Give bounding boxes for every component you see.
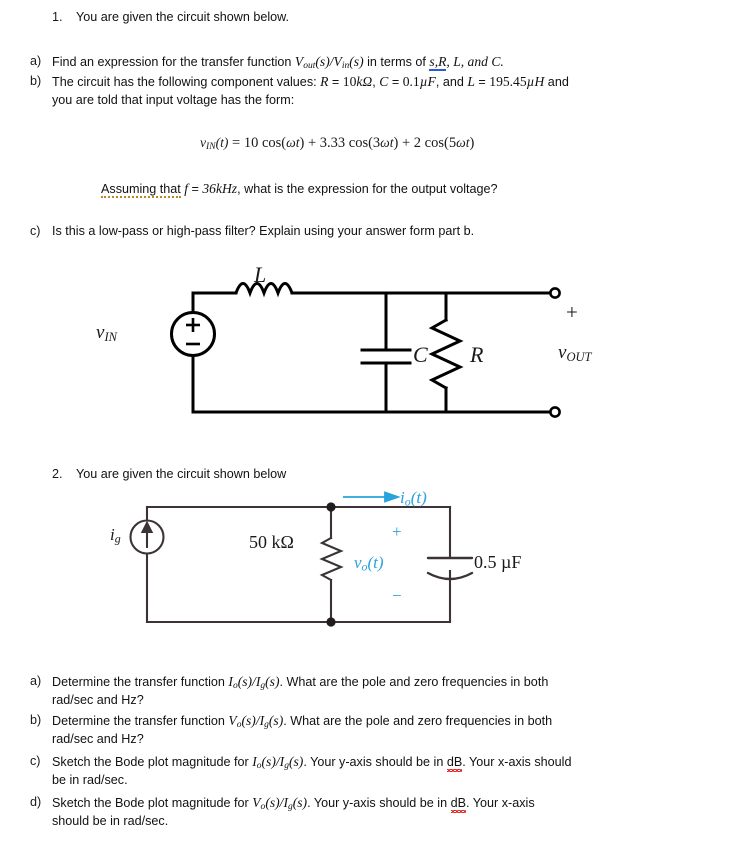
circuit-1-source-label: $v_{IN}$ bbox=[96, 322, 117, 344]
problem-2-part-b-line1: Determine the transfer function $V_o(s)/I_g(s)$. What are the pole and zero frequencies in both bbox=[52, 713, 553, 731]
problem-2-part-a-line2: rad/sec and Hz? bbox=[52, 693, 144, 707]
problem-2-part-c-marker: c) bbox=[30, 754, 41, 768]
problem-2-part-b-line2: rad/sec and Hz? bbox=[52, 732, 144, 746]
problem-2-part-d-line2: should be in rad/sec. bbox=[52, 814, 169, 828]
problem-1-part-c-text: Is this a low-pass or high-pass filter? Explain using your answer form part b. bbox=[52, 224, 475, 238]
problem-1-equation: $v_{IN}(t) = 10$ cos(ωt) + 3.33 cos(3ωt) + 2 cos(5ωt) bbox=[200, 135, 475, 153]
problem-1-part-b-line1: The circuit has the following component values: R = 10kΩ, C = 0.1µF, and L = 195.45µH and bbox=[52, 74, 569, 89]
part-a-text-mid: in terms of bbox=[363, 55, 430, 69]
circuit-1-output-plus: + bbox=[566, 300, 578, 324]
part-2d-math: $V_o(s)/I_g(s)$ bbox=[252, 795, 308, 813]
part-a-text-pre: Find an expression for the transfer function bbox=[52, 55, 295, 69]
problem-1-heading: You are given the circuit shown below. bbox=[76, 10, 290, 24]
circuit-2-source-label: $i_g$ bbox=[110, 525, 121, 546]
part-2c-math: $I_o(s)/I_g(s)$ bbox=[252, 754, 304, 772]
problem-2-number: 2. bbox=[52, 467, 63, 481]
problem-2-part-d-line1: Sketch the Bode plot magnitude for $V_o(s)/I_g(s)$. Your y-axis should be in dB. Your x-axis bbox=[52, 795, 535, 813]
output-terminal-bottom bbox=[550, 407, 559, 416]
part-2c-spell-dB: dB bbox=[446, 755, 463, 769]
problem-1-part-b-line2: you are told that input voltage has the form: bbox=[52, 93, 295, 107]
part-2b-math: $V_o(s)/I_g(s)$ bbox=[228, 713, 284, 731]
junction-dot-bottom bbox=[326, 617, 335, 626]
problem-2-part-a-line1: Determine the transfer function $I_o(s)/I_g(s)$. What are the pole and zero frequencies in both bbox=[52, 674, 549, 692]
circuit-2-minus-sign: − bbox=[392, 586, 402, 605]
part-2d-spell-dB: dB bbox=[450, 796, 467, 810]
circuit-diagram-2 bbox=[110, 490, 620, 635]
assumption-contextual-underline: Assuming that bbox=[101, 182, 181, 196]
junction-dot-top bbox=[326, 502, 335, 511]
circuit-diagram-1 bbox=[96, 262, 616, 437]
part-2a-math: $I_o(s)/I_g(s)$ bbox=[228, 674, 280, 692]
circuit-2-capacitor-label: 0.5 µF bbox=[474, 552, 522, 572]
problem-2-heading: You are given the circuit shown below bbox=[76, 467, 287, 481]
problem-2-part-b-marker: b) bbox=[30, 713, 42, 727]
problem-2-part-a-marker: a) bbox=[30, 674, 42, 688]
problem-1-part-b-marker: b) bbox=[30, 74, 42, 88]
problem-2-part-c-line2: be in rad/sec. bbox=[52, 773, 128, 787]
problem-2-part-c-line1: Sketch the Bode plot magnitude for $I_o(s)/I_g(s)$. Your y-axis should be in dB. Your x-axis should bbox=[52, 754, 572, 772]
output-terminal-top bbox=[550, 288, 559, 297]
circuit-1-inductor-label: L bbox=[254, 262, 267, 287]
circuit-1-svg bbox=[96, 262, 616, 437]
problem-1-part-c-marker: c) bbox=[30, 224, 41, 238]
circuit-2-resistor-label: 50 kΩ bbox=[249, 532, 294, 552]
circuit-1-output-label: $v_{OUT}$ bbox=[558, 342, 592, 364]
circuit-2-voltage-label: $v_o(t)$ bbox=[354, 553, 384, 574]
problem-1-assumption: Assuming that f = 36kHz, what is the expression for the output voltage? bbox=[101, 181, 498, 196]
part-a-text-post: , L, and C. bbox=[446, 54, 504, 69]
problem-1-part-a-marker: a) bbox=[30, 54, 42, 68]
problem-1-number: 1. bbox=[52, 10, 63, 24]
circuit-2-current-label: $i_o(t)$ bbox=[400, 488, 427, 509]
part-a-math: $V_{out}(s)/V_{in}(s)$ bbox=[294, 54, 364, 72]
circuit-1-resistor-label: R bbox=[470, 342, 484, 367]
circuit-1-capacitor-label: C bbox=[413, 342, 428, 367]
part-a-grammar-underline: s,R bbox=[429, 54, 447, 69]
problem-2-part-d-marker: d) bbox=[30, 795, 42, 809]
circuit-2-plus-sign: + bbox=[392, 522, 402, 541]
